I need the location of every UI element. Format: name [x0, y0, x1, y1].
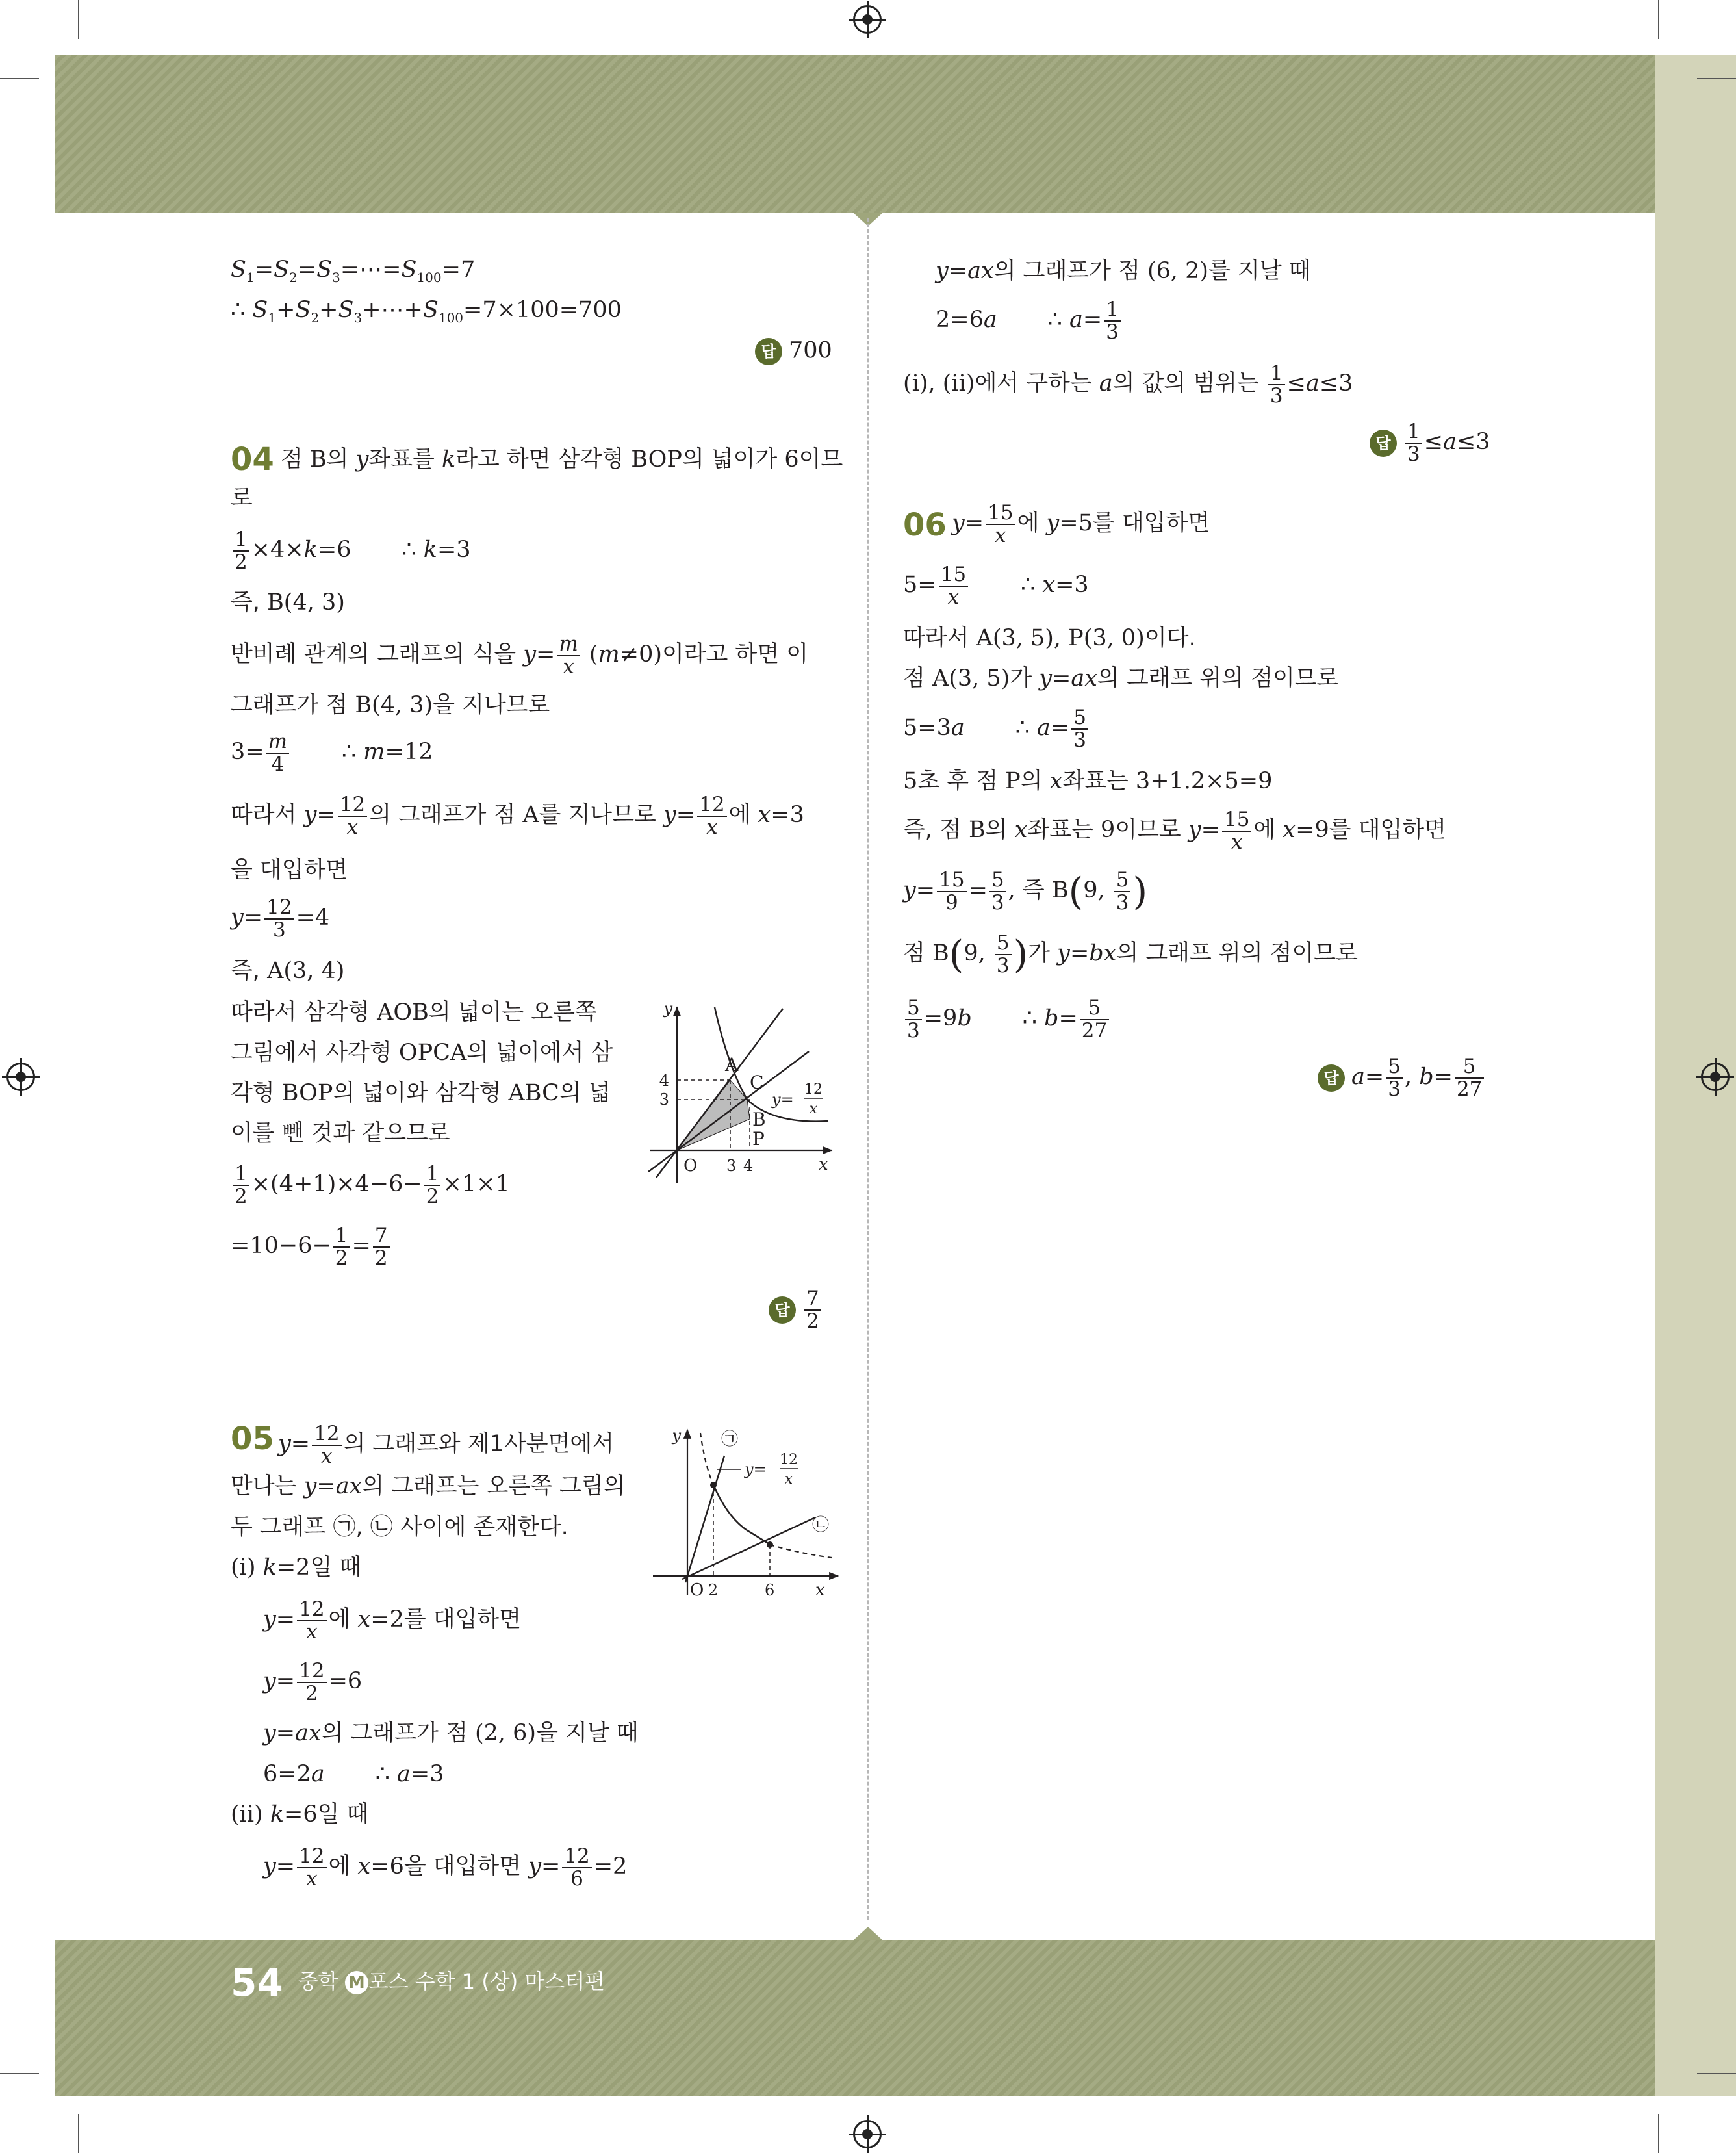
- curve-label-num: 12: [780, 1452, 798, 1468]
- p04-line-16: $\frac{1}{2}$ ×(4+1)×4−6− $\frac{1}{2}$ ×1×1: [231, 1163, 510, 1207]
- p04-line-11: 즉, A(3, 4): [231, 958, 345, 984]
- figure-04: [643, 994, 838, 1189]
- p05-line-6: y= $\frac{12}{2}$ =6: [263, 1659, 363, 1705]
- p06-line-1: y= $\frac{15}{x}$ 에 y=5를 대입하면: [952, 501, 1210, 547]
- p05-line-9: (ⅱ) k=6일 때: [231, 1801, 369, 1827]
- p04-line-17: =10−6− $\frac{1}{2}$ = $\frac{7}{2}$: [231, 1225, 392, 1269]
- page-number: 54: [231, 1961, 283, 2005]
- answer-badge: 답: [769, 1296, 796, 1324]
- problem-number: 05: [231, 1421, 274, 1457]
- curve-label-den: x: [809, 1101, 818, 1117]
- curve-label: y=: [745, 1460, 767, 1478]
- tick-label-x3: 3: [726, 1157, 737, 1175]
- p04-line-6: 그래프가 점 B(4, 3)을 지나므로: [231, 692, 550, 718]
- answer-value: 700: [789, 337, 832, 364]
- graph-label-g1: ㉠: [721, 1430, 739, 1449]
- p05-line-8: 6=2a ∴ a=3: [263, 1761, 444, 1787]
- p05-line-7: y=ax의 그래프가 점 (2, 6)을 지날 때: [263, 1720, 639, 1746]
- point-2-6: [710, 1482, 717, 1488]
- axis-label-x: x: [815, 1580, 825, 1600]
- registration-mark-icon: [1701, 1063, 1730, 1091]
- p05-cont-line-1: y=ax의 그래프가 점 (6, 2)를 지날 때: [936, 258, 1311, 284]
- p06-line-3: 따라서 A(3, 5), P(3, 0)이다.: [903, 625, 1196, 651]
- hyperbola-dashed-tail: [770, 1545, 832, 1558]
- point-label-p: P: [752, 1128, 765, 1150]
- p04-line-2: 로: [231, 485, 253, 511]
- p04-line-9: 을 대입하면: [231, 857, 348, 883]
- column-divider: [867, 218, 869, 1920]
- footer-band: [55, 1940, 1655, 2096]
- book-title-suffix: 포스 수학 1 (상) 마스터편: [368, 1969, 606, 1994]
- answer-badge: 답: [755, 338, 782, 365]
- m-logo-icon: M: [345, 1971, 368, 1994]
- p04-line-10: y= $\frac{12}{3}$ =4: [231, 896, 330, 942]
- answer-badge: 답: [1370, 430, 1397, 457]
- p04-line-13: 그림에서 사각형 OPCA의 넓이에서 삼: [231, 1040, 613, 1066]
- answer-06: 답 a= $\frac{5}{3}$ , b= $\frac{5}{27}$: [1318, 1056, 1486, 1100]
- book-title: [298, 1969, 605, 1994]
- crop-mark: [0, 78, 39, 79]
- crop-mark: [78, 2114, 79, 2153]
- curve-label-num: 12: [804, 1081, 823, 1098]
- origin-label: O: [683, 1156, 698, 1176]
- p04-line-7: 3= $\frac{m}{4}$ ∴ m=12: [231, 730, 433, 776]
- answer-05: 답 $\frac{1}{3}$ ≤a≤3: [1370, 421, 1490, 465]
- p04-line-12: 따라서 삼각형 AOB의 넓이는 오른쪽: [231, 999, 597, 1025]
- p05-cont-line-2: 2=6a ∴ a= $\frac{1}{3}$: [936, 299, 1123, 342]
- p04-line-8: 따라서 y= $\frac{12}{x}$ 의 그래프가 점 A를 지나므로 y= $\frac{12}{x}$ 에 x=3: [231, 793, 804, 839]
- crop-mark: [78, 0, 79, 39]
- graph-label-g2: ㉡: [812, 1515, 830, 1535]
- sum-line-1: $S_1=S_2=S_3=\cdots=S_{100}=7$: [231, 257, 476, 285]
- p05-line-5: y= $\frac{12}{x}$ 에 x=2를 대입하면: [263, 1597, 522, 1644]
- book-title-prefix: 중학: [298, 1969, 345, 1994]
- p06-line-9: 점 B(9, $\frac{5}{3}$ )가 y=bx의 그래프 위의 점이므로: [903, 931, 1358, 977]
- p05-line-1: y= $\frac{12}{x}$ 의 그래프와 제1사분면에서: [278, 1422, 614, 1468]
- answer-03: [755, 338, 832, 365]
- crop-mark: [1658, 0, 1659, 39]
- answer-badge: 답: [1318, 1064, 1345, 1092]
- point-label-a: A: [725, 1054, 739, 1076]
- hyperbola-solid: [713, 1485, 770, 1545]
- p04-line-14: 각형 BOP의 넓이와 삼각형 ABC의 넓: [231, 1080, 611, 1106]
- p05-line-3: 두 그래프 ㉠, ㉡ 사이에 존재한다.: [231, 1514, 568, 1540]
- point-label-b: B: [752, 1109, 766, 1130]
- p05-line-4: (ⅰ) k=2일 때: [231, 1554, 362, 1580]
- registration-mark-icon: [6, 1063, 35, 1091]
- p06-line-4: 점 A(3, 5)가 y=ax의 그래프 위의 점이므로: [903, 665, 1339, 691]
- crop-mark: [0, 2073, 39, 2074]
- crop-mark: [1697, 78, 1736, 79]
- p04-line-4: 즉, B(4, 3): [231, 589, 345, 615]
- point-6-2: [767, 1541, 773, 1548]
- axis-label-y: y: [672, 1426, 681, 1445]
- p06-line-7: 즉, 점 B의 x좌표는 9이므로 y= $\frac{15}{x}$ 에 x=9를 대입하면: [903, 808, 1446, 854]
- curve-label-den: x: [784, 1471, 793, 1488]
- p06-line-10: $\frac{5}{3}$ =9b ∴ b= $\frac{5}{27}$: [903, 998, 1111, 1041]
- tick-label-y4: 4: [659, 1072, 669, 1090]
- shaded-triangle: [677, 1080, 750, 1150]
- tick-label-6: 6: [765, 1581, 775, 1599]
- p04-line-3: $\frac{1}{2}$ ×4×k=6 ∴ k=3: [231, 529, 471, 573]
- curve-label: y=: [772, 1090, 794, 1109]
- p05-cont-line-3: (ⅰ), (ⅱ)에서 구하는 a의 값의 범위는 $\frac{1}{3}$ ≤a≤3: [903, 361, 1353, 407]
- footer-notch: [854, 1927, 882, 1940]
- registration-mark-icon: [853, 5, 882, 34]
- p06-line-5: 5=3a ∴ a= $\frac{5}{3}$: [903, 707, 1090, 751]
- axis-label-y: y: [663, 999, 672, 1018]
- origin-label: O: [690, 1580, 704, 1600]
- axis-label-x: x: [819, 1155, 828, 1174]
- hyperbola-dashed-top: [700, 1433, 713, 1485]
- p04-line-5: 반비례 관계의 그래프의 식을 y= $\frac{m}{x}$ (m≠0)이라고 하면 이: [231, 632, 809, 678]
- page-footer: [231, 1961, 606, 2005]
- tick-label-x4: 4: [743, 1157, 754, 1175]
- line-g1: [685, 1456, 724, 1582]
- p05-line-10: y= $\frac{12}{x}$ 에 x=6을 대입하면 y= $\frac{12}{6}$ =2: [263, 1844, 628, 1890]
- figure-05: [650, 1420, 845, 1602]
- crop-mark: [1658, 2114, 1659, 2153]
- header-band: [55, 55, 1655, 213]
- point-label-c: C: [750, 1072, 764, 1093]
- tick-label-y3: 3: [659, 1090, 669, 1109]
- problem-number: 06: [903, 507, 947, 543]
- p06-line-8: y= $\frac{15}{9}$ = $\frac{5}{3}$ , 즉 B(9, $\frac{5}{3}$ ): [903, 868, 1148, 914]
- sum-line-2: ∴ $S_1+S_2+S_3+\cdots+S_{100}=7\times 100=700$: [231, 297, 622, 326]
- answer-04: 답 $\frac{7}{2}$: [769, 1288, 823, 1332]
- problem-number: 04: [231, 441, 274, 478]
- p04-line-15: 이를 뺀 것과 같으므로: [231, 1120, 450, 1146]
- p06-line-6: 5초 후 점 P의 x좌표는 3+1.2×5=9: [903, 768, 1273, 794]
- p05-line-2: 만나는 y=ax의 그래프는 오른쪽 그림의: [231, 1473, 626, 1499]
- p06-line-2: 5= $\frac{15}{x}$ ∴ x=3: [903, 563, 1089, 609]
- p04-line-1: 점 B의 y좌표를 k라고 하면 삼각형 BOP의 넓이가 6이므: [281, 446, 843, 472]
- crop-mark: [1697, 2073, 1736, 2074]
- tick-label-2: 2: [708, 1581, 719, 1599]
- registration-mark-icon: [853, 2120, 882, 2148]
